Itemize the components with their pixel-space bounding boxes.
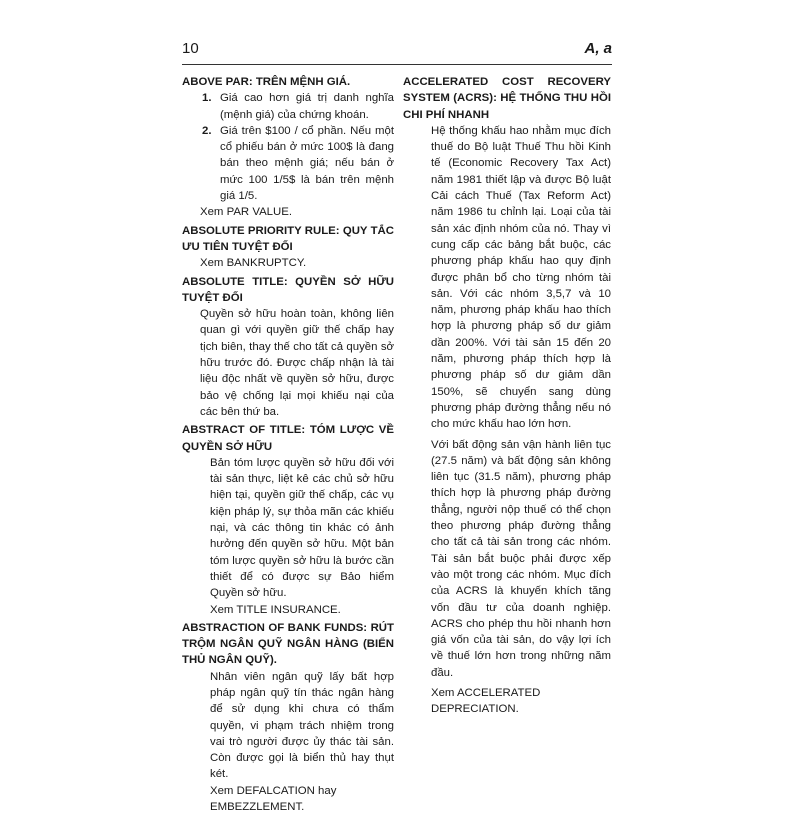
- entry-term: ABSTRACT OF TITLE: TÓM LƯỢC VỀ QUYỀN SỞ HỮU: [182, 424, 394, 453]
- entry-term: ABOVE PAR: TRÊN MỆNH GIÁ.: [182, 76, 351, 88]
- entry-term: ACCELERATED COST RECOVERY SYSTEM (ACRS): HỆ THỐNG THU HỒI CHI PHÍ NHANH: [403, 76, 611, 121]
- right-column: [403, 74, 611, 720]
- entry-definition-paragraph: Hệ thống khấu hao nhằm mục đích thuế do Bộ luật Thuế Thu hồi Kinh tế (Economic Recovery Tax Act) năm 1981 thiết lập và được Bộ luật Cải cách Thuế (Tax Reform Act) năm 1986 tu chỉnh lại. Loại của tài sản xác định nhóm của nó. Thay vì cung cấp các bảng bắt buộc, các phương pháp khấu hao quy định được phân bổ cho từng nhóm tài sản. Với các nhóm 3,5,7 và 10 năm, phương pháp khấu hao thích hợp là phương pháp số dư giảm dần 200%. Với tài sản 15 đến 20 năm, phương pháp thích hợp là phương pháp số dư giảm dần 150%, sẽ chuyển sang dùng phương pháp đường thẳng nếu nó cho mức khấu hao lớn hơn.: [431, 124, 611, 431]
- entry-absolute-title: [182, 274, 394, 421]
- entry-term: ABSOLUTE PRIORITY RULE: QUY TẮC ƯU TIÊN TUYỆT ĐỐI: [182, 224, 394, 253]
- entry-abstraction-of-bank-funds: [182, 620, 394, 816]
- cross-reference: Xem DEFALCATION hay EMBEZZLEMENT.: [210, 784, 337, 814]
- definition-item: [182, 90, 394, 123]
- definition-item: [182, 123, 394, 204]
- left-column: [182, 74, 394, 817]
- cross-reference: Xem BANKRUPTCY.: [200, 257, 307, 270]
- entry-definition-paragraph: Với bất động sản vận hành liên tục (27.5 năm) và bất động sản không liên tục (31.5 năm), phương pháp thích hợp là phương pháp đường thẳng, người nộp thuế có thể chọn theo phương pháp đường thẳng cho tất cả tài sản trong các nhóm. Tài sản bắt buộc phải được xếp vào một trong các nhóm. Mục đích của ACRS là khuyến khích tăng vốn đầu tư của doanh nghiệp. ACRS cho phép thu hồi nhanh hơn giá vốn của tài sản, do vậy lợi ích về thuế lớn hơn trong những năm đầu.: [431, 438, 611, 679]
- entry-definition: Quyền sở hữu hoàn toàn, không liên quan gì với quyền giữ thế chấp hay tịch biên, thay thế cho tất cả quyền sở hữu trước đó. Được chấp nhận là tài liệu độc nhất về quyền sở hữu, được bảo vệ chống lại mọi khiếu nại của các bên thứ ba.: [200, 308, 394, 418]
- running-head: A, a: [584, 40, 612, 57]
- entry-absolute-priority-rule: [182, 223, 394, 272]
- item-text: Giá trên $100 / cổ phần. Nếu một cổ phiếu bán ở mức 100$ là đang bán theo mệnh giá; nếu bán ở mức 100 1/5$ là bán trên mệnh giá 1/5.: [220, 124, 394, 203]
- entry-term: ABSTRACTION OF BANK FUNDS: RÚT TRỘM NGÂN QUỸ NGÂN HÀNG (BIỂN THỦ NGÂN QUỸ).: [182, 621, 394, 667]
- item-text: Giá cao hơn giá trị danh nghĩa (mệnh giá) của chứng khoán.: [220, 92, 394, 121]
- item-number: 1.: [202, 92, 212, 105]
- entry-definition: Nhân viên ngân quỹ lấy bất hợp pháp ngân quỹ tín thác ngân hàng để sử dụng khi chưa có thẩm quyền, vi phạm trách nhiệm trong vai trò người được ủy thác tài sản. Còn được gọi là biển thủ hay thụt két.: [210, 670, 394, 781]
- entry-term: ABSOLUTE TITLE: QUYỀN SỞ HỮU TUYỆT ĐỐI: [182, 275, 394, 304]
- cross-reference: Xem PAR VALUE.: [200, 206, 292, 219]
- item-number: 2.: [202, 124, 212, 137]
- cross-reference: Xem TITLE INSURANCE.: [210, 603, 341, 616]
- page-header: [182, 40, 612, 65]
- cross-reference: Xem ACCELERATED DEPRECIATION.: [431, 686, 541, 716]
- entry-definition: Bản tóm lược quyền sở hữu đối với tài sản thực, liệt kê các chủ sở hữu hiện tại, quyền giữ thế chấp, các vụ kiện pháp lý, sự thỏa mãn các khiếu nại, và các thông tin khác có ảnh hưởng đến quyền sở hữu. Một bản tóm lược quyền sở hữu là bước cần thiết để có được sự Bảo hiểm Quyền sở hữu.: [210, 456, 394, 600]
- entry-accelerated-cost-recovery-system: [403, 74, 611, 718]
- entry-abstract-of-title: [182, 422, 394, 618]
- entry-above-par: [182, 74, 394, 221]
- page-number: 10: [182, 40, 199, 57]
